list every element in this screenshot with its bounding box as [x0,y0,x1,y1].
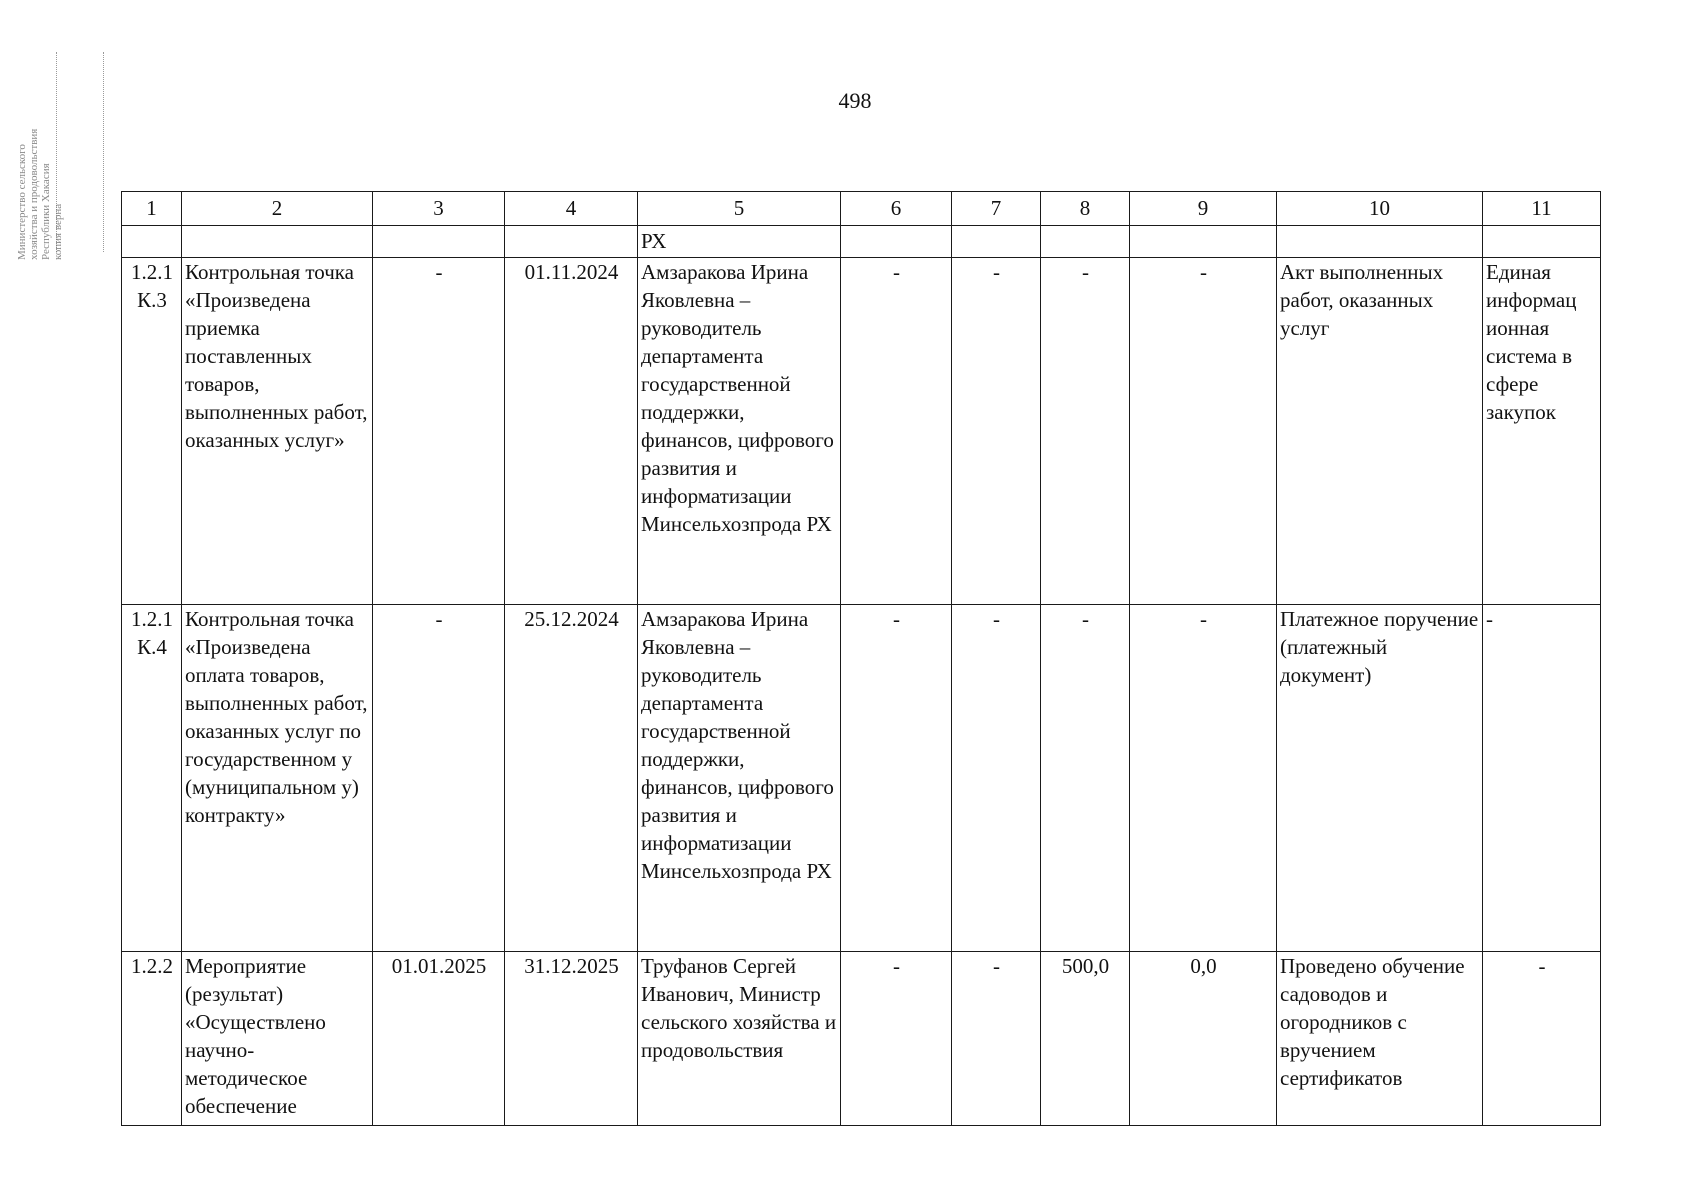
cell-col-9: 0,0 [1130,952,1277,1126]
cell-name [182,226,373,258]
cell-start-date: - [373,258,505,605]
cell-col-6: - [841,952,952,1126]
cell-result [1277,226,1483,258]
cell-end-date: 31.12.2025 [505,952,638,1126]
cell-system: Единая информац ионная система в сфере закупок [1483,258,1601,605]
column-header: 10 [1277,192,1483,226]
table-row [122,952,1601,1126]
cell-col-8: - [1041,258,1130,605]
cell-col-9: - [1130,605,1277,952]
cell-end-date: 01.11.2024 [505,258,638,605]
stamp-line: Министерство сельского [16,144,28,260]
column-header: 4 [505,192,638,226]
cell-start-date [373,226,505,258]
stamp-line: хозяйства и продовольствия [28,128,40,260]
cell-number: 1.2.1 К.4 [122,605,182,952]
table-row [122,605,1601,952]
cell-responsible: Амзаракова Ирина Яковлевна – руководитель департамента государственной поддержки, финансов, цифрового развития и информатизации Минсельхозпрода РХ [638,605,841,952]
cell-col-8 [1041,226,1130,258]
cell-col-7: - [952,605,1041,952]
column-header: 5 [638,192,841,226]
stamp-line: копия верна [52,203,64,260]
cell-system [1483,226,1601,258]
cell-name: Мероприятие (результат) «Осуществлено научно- методическое обеспечение [182,952,373,1126]
stamp-line: Республики Хакасия [40,163,52,260]
column-header: 1 [122,192,182,226]
stamp-text [16,52,94,260]
column-header: 9 [1130,192,1277,226]
cell-col-7: - [952,258,1041,605]
cell-result: Акт выполненных работ, оказанных услуг [1277,258,1483,605]
column-header: 11 [1483,192,1601,226]
cell-col-9 [1130,226,1277,258]
cell-responsible: РХ [638,226,841,258]
plan-table [121,191,1601,1126]
cell-start-date: - [373,605,505,952]
cell-col-7 [952,226,1041,258]
cell-col-6: - [841,258,952,605]
cell-result: Платежное поручение (платежный документ) [1277,605,1483,952]
cell-col-9: - [1130,258,1277,605]
cell-col-7: - [952,952,1041,1126]
cell-system: - [1483,605,1601,952]
table-row [122,258,1601,605]
cell-number: 1.2.2 [122,952,182,1126]
page-number: 498 [838,88,872,113]
column-header: 2 [182,192,373,226]
cell-end-date [505,226,638,258]
cell-number [122,226,182,258]
table-row-continuation [122,226,1601,258]
cell-responsible: Амзаракова Ирина Яковлевна – руководитель департамента государственной поддержки, финансов, цифрового развития и информатизации Минсельхозпрода РХ [638,258,841,605]
cell-number: 1.2.1 К.3 [122,258,182,605]
cell-end-date: 25.12.2024 [505,605,638,952]
cell-col-6 [841,226,952,258]
cell-name: Контрольная точка «Произведена оплата товаров, выполненных работ, оказанных услуг по государственном у (муниципальном у) контракту» [182,605,373,952]
cell-name: Контрольная точка «Произведена приемка поставленных товаров, выполненных работ, оказанных услуг» [182,258,373,605]
cell-col-8: 500,0 [1041,952,1130,1126]
cell-col-6: - [841,605,952,952]
side-stamp [16,52,94,260]
column-header: 7 [952,192,1041,226]
column-header: 3 [373,192,505,226]
cell-system: - [1483,952,1601,1126]
cell-col-8: - [1041,605,1130,952]
column-header: 8 [1041,192,1130,226]
cell-responsible: Труфанов Сергей Иванович, Министр сельского хозяйства и продовольствия [638,952,841,1126]
column-header: 6 [841,192,952,226]
cell-result: Проведено обучение садоводов и огородников с вручением сертификатов [1277,952,1483,1126]
cell-start-date: 01.01.2025 [373,952,505,1126]
column-number-row [122,192,1601,226]
